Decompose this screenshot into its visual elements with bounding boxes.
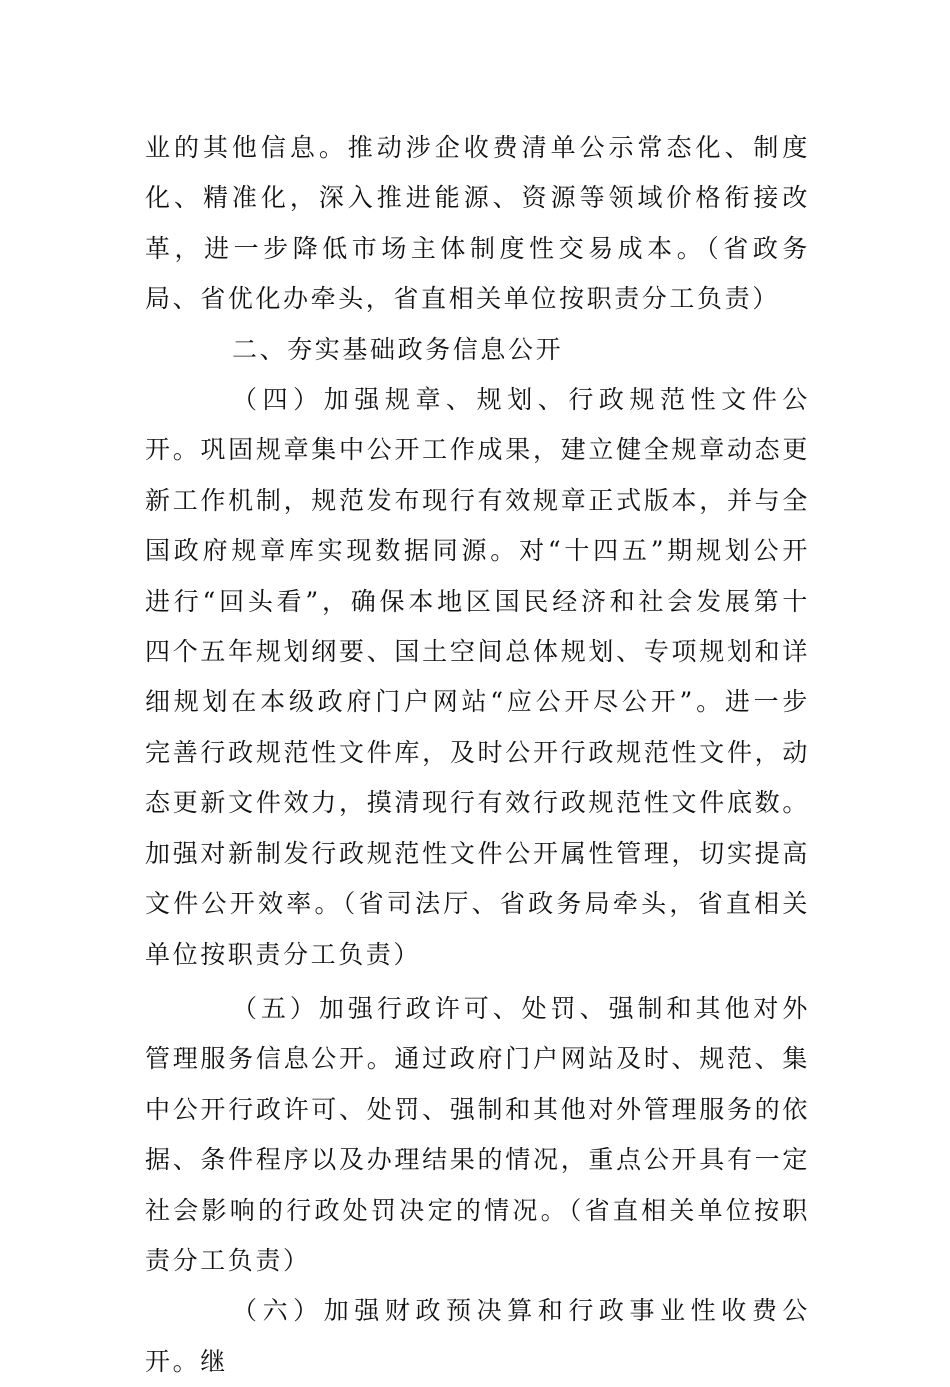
paragraph-item-six: （六）加强财政预决算和行政事业性收费公开。继 [145,1296,810,1376]
paragraph-continuation: 业的其他信息。推动涉企收费清单公示常态化、制度化、精准化，深入推进能源、资源等领域价格衔接改革，进一步降低市场主体制度性交易成本。（省政务局、省优化办牵头，省直相关单位按职责分工负责） [145,133,810,314]
section-heading: 二、夯实基础政务信息公开 [232,334,564,364]
document-body [145,123,810,1387]
paragraph-item-four: （四）加强规章、规划、行政规范性文件公开。巩固规章集中公开工作成果，建立健全规章动态更新工作机制，规范发布现行有效规章正式版本，并与全国政府规章库实现数据同源。对“十四五”期规划公开进行“回头看”，确保本地区国民经济和社会发展第十四个五年规划纲要、国土空间总体规划、专项规划和详细规划在本级政府门户网站“应公开尽公开”。进一步完善行政规范性文件库，及时公开行政规范性文件，动态更新文件效力，摸清现行有效行政规范性文件底数。加强对新制发行政规范性文件公开属性管理，切实提高文件公开效率。（省司法厅、省政务局牵头，省直相关单位按职责分工负责） [145,385,810,969]
paragraph-item-five: （五）加强行政许可、处罚、强制和其他对外管理服务信息公开。通过政府门户网站及时、规范、集中公开行政许可、处罚、强制和其他对外管理服务的依据、条件程序以及办理结果的情况，重点公开具有一定社会影响的行政处罚决定的情况。（省直相关单位按职责分工负责） [145,993,810,1275]
